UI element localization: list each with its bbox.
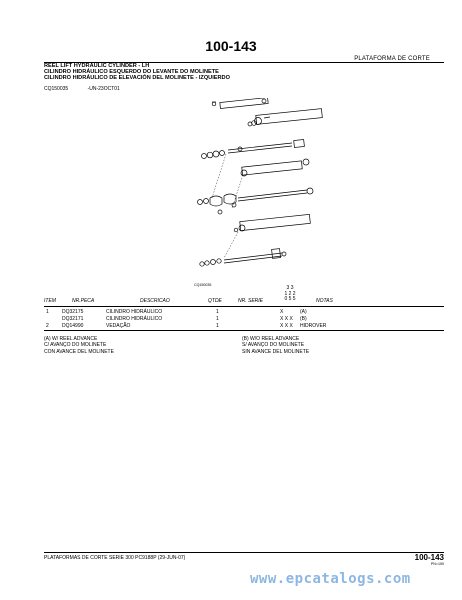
footer-page-code: PN=159: [430, 562, 444, 566]
cell-part-number: DQ32171: [62, 316, 84, 322]
serial-digits-row-1: 3 3: [286, 285, 294, 291]
table-header-rule: [44, 306, 444, 307]
footnote-a-portuguese: C/ AVANÇO DO MOLINETE: [44, 342, 107, 349]
watermark-text: www.epcatalogs.com: [250, 571, 411, 587]
title-portuguese: CILINDRO HIDRÁULICO ESQUERDO DO LEVANTE DO MOLINETE: [44, 69, 219, 76]
piston-rod-2: [238, 188, 313, 201]
seal-kit-1: [202, 151, 225, 159]
footer-page-number: 100-143: [414, 553, 444, 562]
serial-digits-row-3: 0 5 5: [284, 296, 296, 303]
cell-qty: 1: [216, 316, 219, 322]
cell-item: 2: [46, 323, 49, 329]
seal-kit-2: [200, 259, 221, 266]
header-notes: NOTAS: [316, 298, 333, 304]
footnote-a-spanish: CON AVANCE DEL MOLINETE: [44, 348, 114, 355]
cell-qty: 1: [216, 323, 219, 329]
header-qty: QTDE: [208, 298, 222, 304]
cell-serial: X: [280, 309, 284, 315]
piston-rod-1: [228, 139, 304, 153]
cylinder-rod-top: [212, 98, 268, 108]
cell-qty: 1: [216, 309, 219, 315]
piston-rod-3: [224, 249, 286, 263]
serial-digits-row-2: 1 2 2: [284, 290, 296, 297]
footer-catalog-info: PLATAFORMAS DE CORTE SERIE 300 PC9188P (29-JUN-07): [44, 555, 186, 561]
cylinder-barrel-2: [241, 159, 309, 176]
cell-part-number: DQ14990: [62, 323, 84, 329]
exploded-parts-illustration: [172, 98, 332, 276]
part-titles: [44, 63, 230, 82]
cell-serial: X X X: [280, 323, 293, 329]
title-spanish: CILINDRO HIDRÁULICO DE ELEVACIÓN DEL MOLINETE - IZQUIERDO: [44, 75, 230, 82]
cell-serial: X X X: [280, 316, 293, 322]
title-english: REEL LIFT HYDRAULIC CYLINDER - LH: [44, 63, 150, 69]
footer-page: [415, 553, 444, 566]
header-serial: NR. SERIE: [238, 298, 264, 304]
cell-description: CILINDRO HIDRÁULICO: [106, 316, 163, 322]
cell-item: 1: [46, 309, 49, 315]
table-bottom-rule: [44, 330, 444, 331]
page-number: 100-143: [205, 38, 257, 54]
header-part-number: NR.PECA: [72, 298, 95, 304]
footer-rule: [44, 552, 444, 553]
footnote-a: [44, 336, 114, 355]
footnote-b-spanish: SIN AVANCE DEL MOLINETE: [242, 348, 310, 355]
footnote-b: [242, 336, 309, 355]
serial-number-code: [280, 286, 300, 303]
figure-reference: [44, 86, 138, 92]
header-description: DESCRICAO: [140, 298, 170, 304]
footnote-a-english: (A) W/ REEL ADVANCE: [44, 336, 98, 342]
figure-date: -UN-23OCT01: [87, 86, 120, 92]
cell-part-number: DQ32175: [62, 309, 84, 315]
cell-description: CILINDRO HIDRÁULICO: [106, 309, 163, 315]
cylinder-barrel-1: [248, 109, 322, 126]
illustration-id: CQ150035: [194, 283, 212, 287]
footnote-b-portuguese: S/ AVANÇO DO MOLINETE: [242, 342, 305, 349]
cell-description: VEDAÇÃO: [106, 323, 131, 329]
cell-notes: HIDROVER: [300, 323, 327, 329]
footnote-b-english: (B) W/O REEL ADVANCE: [242, 336, 300, 342]
header-item: ITEM: [44, 298, 56, 304]
cell-notes: (B): [300, 316, 307, 322]
figure-code: CQ150035: [44, 86, 69, 92]
gland-assembly: [198, 194, 237, 214]
cell-notes: (A): [300, 309, 307, 315]
section-title: PLATAFORMA DE CORTE: [354, 56, 430, 62]
cylinder-barrel-3: [234, 214, 310, 231]
